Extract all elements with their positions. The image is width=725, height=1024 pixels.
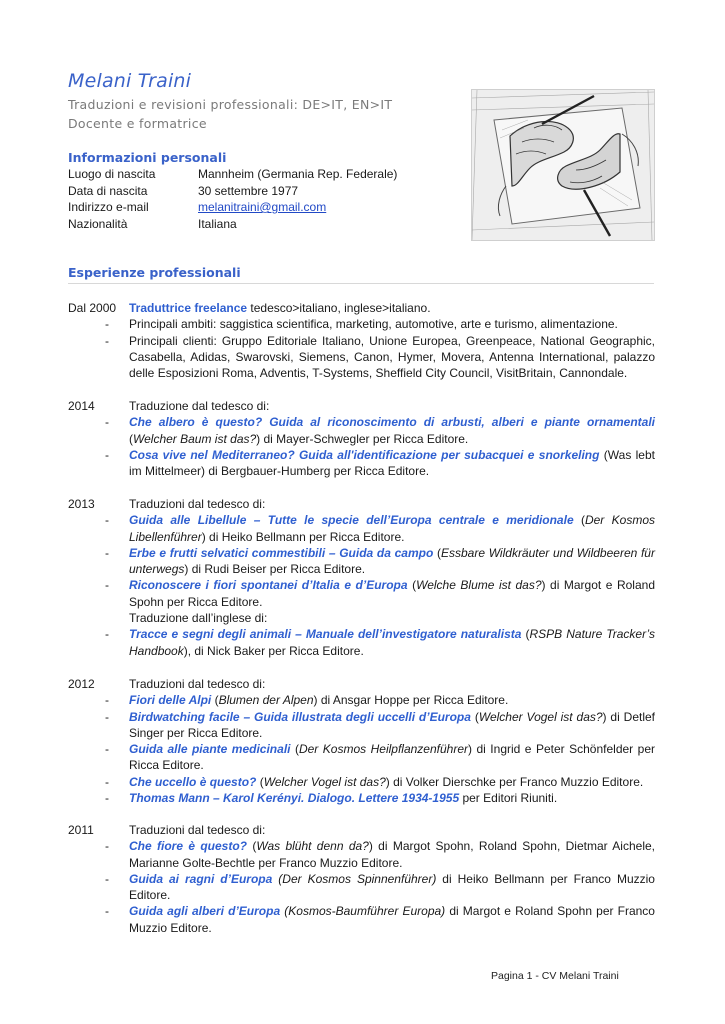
book-title: Che albero è questo? Guida al riconoscimento di arbusti, alberi e piante ornamentali [129, 415, 655, 430]
book-title: Guida alle piante medicinali [129, 742, 291, 757]
experience-2011 [68, 822, 655, 936]
experience-intro: Traduzioni dal tedesco di: [129, 823, 266, 837]
experience-year: 2013 [68, 497, 95, 511]
info-value: Mannheim (Germania Rep. Federale) [198, 167, 398, 181]
item-text: ) di Mayer-Schwegler per Ricca Editore. [256, 431, 469, 446]
list-item: - Guida agli alberi d’Europa (Kosmos-Baumführer Europa) di Margot e Roland Spohn per Franco Muzzio Editore. [105, 904, 655, 935]
experience-body [105, 398, 655, 479]
experience-2014 [68, 398, 655, 479]
experience-list [105, 414, 655, 479]
info-value: Italiana [198, 216, 237, 231]
item-text: ( [573, 513, 585, 528]
original-title: Der Kosmos Heilpflanzenführer [298, 742, 469, 757]
experience-2000 [68, 300, 655, 381]
original-title: Essbare Wildkräuter und Wildbeeren für unterwegs [129, 545, 655, 577]
book-title: Fiori delle Alpi [129, 693, 212, 708]
list-item: - Che fiore è questo? (Was blüht denn da?) di Margot Spohn, Roland Spohn, Dietmar Aichele, Marianne Golte-Bechtle per Franco Muzzio Editore. [105, 839, 655, 870]
list-item: - Principali ambiti: saggistica scientifica, marketing, automotive, arte e turismo, alimentazione. [105, 317, 618, 332]
book-title: Guida ai ragni d’Europa [129, 871, 273, 886]
info-label: Data di nascita [68, 183, 148, 198]
list-item: - Guida alle Libellule – Tutte le specie dell’Europa centrale e meridionale (Der Kosmos Libellenführer) di Heiko Bellmann per Ricca Editore. [105, 513, 655, 544]
item-text: ) di Ansgar Hoppe per Ricca Editore. [313, 693, 509, 708]
section-title-personal: Informazioni personali [68, 150, 227, 165]
info-label: Nazionalità [68, 216, 128, 231]
experience-list [105, 692, 655, 806]
book-title: Riconoscere i fiori spontanei d’Italia e d’Europa [129, 578, 408, 593]
item-text: ( [407, 578, 417, 593]
experience-intro [129, 300, 655, 316]
book-title: Cosa vive nel Mediterraneo? Guida all'identificazione per subacquei e snorkeling [129, 447, 600, 462]
experience-year: 2014 [68, 399, 95, 413]
subtitle-services: Traduzioni e revisioni professionali: DE>IT, EN>IT [68, 97, 393, 112]
list-item: - Guida ai ragni d’Europa (Der Kosmos Spinnenführer) di Heiko Bellmann per Franco Muzzio Editore. [105, 871, 655, 903]
book-title: Thomas Mann – Karol Kerényi. Dialogo. Lettere 1934-1955 [129, 791, 460, 806]
item-text: ) di Margot e Roland Spohn per Ricca Editore. [129, 578, 655, 609]
item-text: ( [433, 545, 441, 560]
section-divider [68, 283, 654, 284]
experience-intro: Traduzione dal tedesco di: [129, 399, 270, 413]
section-title-experience: Esperienze professionali [68, 265, 241, 280]
original-title: Welche Blume ist das? [416, 578, 542, 593]
book-title: Birdwatching facile – Guida illustrata degli uccelli d’Europa [129, 709, 471, 724]
item-text: di Heiko Bellmann per Franco Muzzio Editore. [129, 871, 655, 903]
book-title: Erbe e frutti selvatici commestibili – Guida da campo [129, 545, 434, 560]
list-item: - Erbe e frutti selvatici commestibili – Guida da campo (Essbare Wildkräuter und Wildbeeren für unterwegs) di Rudi Beiser per Ricca Editore. [105, 545, 655, 577]
item-text: ) di Ingrid e Peter Schönfelder per Ricca Editore. [129, 742, 655, 773]
item-text: ) di Volker Dierschke per Franco Muzzio Editore. [385, 774, 644, 789]
list-item: - Che uccello è questo? (Welcher Vogel ist das?) di Volker Dierschke per Franco Muzzio Editore. [105, 774, 644, 789]
item-text: Principali ambiti: saggistica scientifica, marketing, automotive, arte e turismo, alimentazione. [129, 317, 618, 332]
original-title: Blumen der Alpen [218, 693, 314, 708]
book-title: Che uccello è questo? [129, 774, 257, 789]
item-text: ( [256, 774, 264, 789]
experience-list [105, 512, 655, 610]
drawing-hands-illustration [471, 89, 655, 241]
experience-2012 [68, 676, 655, 806]
experience-body [105, 496, 655, 659]
item-text: ) di Detlef Singer per Ricca Editore. [129, 709, 655, 740]
item-text: di Margot e Roland Spohn per Franco Muzzio Editore. [129, 904, 655, 935]
info-value-wrap [198, 199, 326, 216]
info-label: Indirizzo e-mail [68, 200, 149, 214]
original-title: RSPB Nature Tracker’s Handbook [129, 627, 655, 658]
book-title: Che fiore è questo? [129, 839, 248, 854]
experience-list [105, 626, 655, 659]
list-item: - Fiori delle Alpi (Blumen der Alpen) di Ansgar Hoppe per Ricca Editore. [105, 693, 509, 708]
item-text: ( [521, 627, 530, 642]
role-languages: tedesco>italiano, inglese>italiano. [247, 301, 431, 315]
original-title: Welcher Vogel ist das? [478, 709, 603, 724]
experience-intro: Traduzioni dal tedesco di: [129, 497, 266, 511]
item-text: ( [470, 709, 479, 724]
experience-body [105, 822, 655, 936]
item-text: per Editori Riuniti. [459, 791, 558, 806]
experience-list [105, 316, 655, 381]
item-text: ( [290, 742, 299, 757]
drawing-hands-icon [472, 90, 654, 240]
original-title: Was blüht denn da? [256, 839, 369, 854]
item-text: ), di Nick Baker per Ricca Editore. [183, 643, 364, 658]
experience-2013 [68, 496, 655, 659]
email-link[interactable]: melanitraini@gmail.com [198, 200, 327, 214]
list-item: - Birdwatching facile – Guida illustrata degli uccelli d’Europa (Welcher Vogel ist das?) di Detlef Singer per Ricca Editore. [105, 709, 655, 740]
item-text: ( [211, 693, 219, 708]
list-item: - Principali clienti: Gruppo Editoriale Italiano, Unione Europea, Greenpeace, National Geographic, Casabella, Adidas, Swarovski, Siemens, Canon, Hymer, Movera, Antenna International, palazzo delle Esposizioni Roma, Adventis, T-Systems, Sheffield City Council, VisitBritain, Cannondale. [105, 333, 655, 381]
role-title: Traduttrice freelance [129, 301, 248, 315]
person-name: Melani Traini [68, 70, 192, 92]
original-title: Welcher Vogel ist das? [263, 774, 386, 789]
experience-intro: Traduzioni dal tedesco di: [129, 677, 266, 691]
item-text: ) di Heiko Bellmann per Ricca Editore. [201, 529, 405, 544]
experience-body [105, 676, 655, 806]
item-text: ) di Rudi Beiser per Ricca Editore. [184, 562, 366, 577]
experience-year: 2012 [68, 677, 95, 691]
experience-list [105, 838, 655, 936]
experience-year: 2011 [68, 823, 94, 837]
book-title: Tracce e segni degli animali – Manuale dell’investigatore naturalista [129, 627, 522, 642]
original-title: Der Kosmos Libellenführer [129, 513, 655, 544]
book-title: Guida agli alberi d’Europa [129, 904, 281, 919]
list-item: - Guida alle piante medicinali (Der Kosmos Heilpflanzenführer) di Ingrid e Peter Schönfelder per Ricca Editore. [105, 742, 655, 773]
list-item: - Thomas Mann – Karol Kerényi. Dialogo. Lettere 1934-1955 per Editori Riuniti. [105, 791, 558, 806]
book-title: Guida alle Libellule – Tutte le specie dell’Europa centrale e meridionale [129, 513, 574, 528]
item-text: (Was lebt im Mittelmeer) di Bergbauer-Humberg per Ricca Editore. [129, 447, 655, 479]
list-item: - Tracce e segni degli animali – Manuale dell’investigatore naturalista (RSPB Nature Tracker’s Handbook), di Nick Baker per Ricca Editore. [105, 627, 655, 658]
subtitle-role: Docente e formatrice [68, 116, 207, 131]
original-title: (Kosmos-Baumführer Europa) [280, 904, 446, 919]
info-label: Luogo di nascita [68, 167, 156, 181]
experience-year: Dal 2000 [68, 301, 117, 315]
experience-intro-english: Traduzione dall’inglese di: [129, 611, 268, 626]
item-text: ( [129, 431, 133, 446]
list-item: - Che albero è questo? Guida al riconoscimento di arbusti, alberi e piante ornamentali (Welcher Baum ist das?) di Mayer-Schwegler per Ricca Editore. [105, 415, 655, 446]
page-footer: Pagina 1 - CV Melani Traini [491, 970, 619, 982]
list-item: - Riconoscere i fiori spontanei d’Italia e d’Europa (Welche Blume ist das?) di Margot e Roland Spohn per Ricca Editore. [105, 578, 655, 609]
item-text: ) di Margot Spohn, Roland Spohn, Dietmar Aichele, Marianne Golte-Bechtle per Franco Muzzio Editore. [129, 839, 655, 870]
item-text: ( [247, 839, 257, 854]
list-item: - Cosa vive nel Mediterraneo? Guida all'identificazione per subacquei e snorkeling (Was lebt im Mittelmeer) di Bergbauer-Humberg per Ricca Editore. [105, 447, 655, 479]
original-title: Welcher Baum ist das? [133, 431, 257, 446]
original-title: (Der Kosmos Spinnenführer) [272, 871, 437, 886]
item-text: Principali clienti: Gruppo Editoriale Italiano, Unione Europea, Greenpeace, National Geographic, Casabella, Adidas, Swarovski, Siemens, Canon, Hymer, Movera, Antenna International, palazzo delle Esposizioni Roma, Adventis, T-Systems, Sheffield City Council, VisitBritain, Cannondale. [129, 333, 655, 381]
info-value: 30 settembre 1977 [198, 183, 299, 198]
experience-body [105, 300, 655, 381]
